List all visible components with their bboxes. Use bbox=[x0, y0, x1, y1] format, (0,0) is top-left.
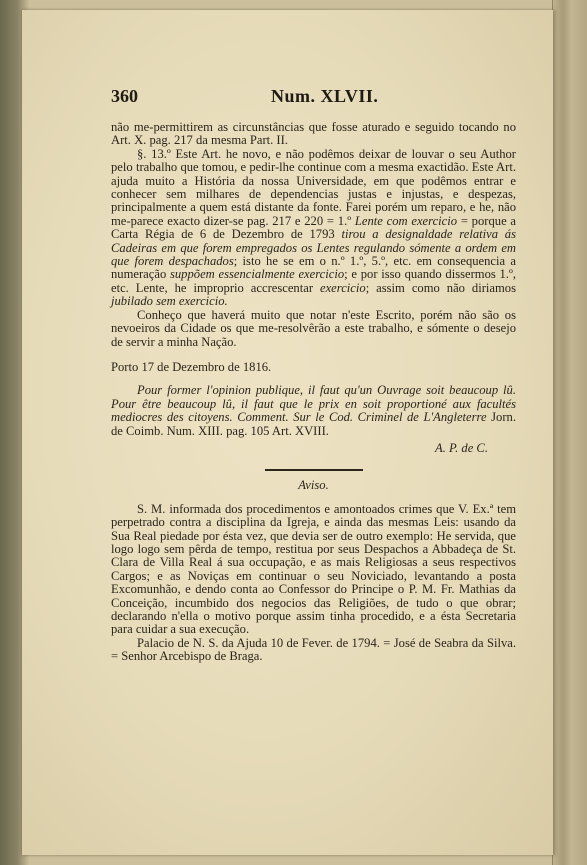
author-signature: A. P. de C. bbox=[435, 440, 488, 455]
next-page-edge bbox=[552, 0, 587, 865]
page-number: 360 bbox=[111, 86, 138, 106]
text-run: ; isto he se em o n.º 1.º, 5.º, etc. em consequencia a numeração bbox=[111, 254, 516, 282]
epigraph-quote bbox=[111, 384, 516, 438]
italic-run: exercicio bbox=[320, 280, 366, 295]
quote-text: Pour former l'opinion publique, il faut qu'un Ouvrage soit beaucoup lû. Pour être beaucoup lû, il faut que le prix en soit proportioné aux facultés mediocres des citoyens. Comment. Sur le Cod. Criminel de L'Angleterre bbox=[111, 383, 516, 425]
italic-run: Lente com exercicio bbox=[354, 213, 458, 228]
page-header bbox=[111, 86, 517, 108]
quote-source: Jorn. de Coimb. Num. XIII. pag. 105 Art. XVIII. bbox=[111, 410, 516, 438]
italic-run: suppõem essencialmente exercicio bbox=[169, 267, 345, 282]
running-title: Num. XLVII. bbox=[271, 86, 379, 106]
aviso-body: S. M. informada dos procedimentos e amontoados crimes que V. Ex.ª tem perpetrado contra a disciplina da Igreja, e ainda das mesmas Leis: usando da Sua Real piedade por ésta vez, que devia ser de outro exemplo: He servida, que logo logo sem pêrda de tempo, restitua por seus Despachos a Abbadeça de St. Clara de Villa Real á sua occupação, e as mais Religiosas a seus respectivos Cargos; e as Noviças em continuar o seu Noviciado, levantando a posta Excomunhão, e dendo conta ao Confessor do Principe o P. M. Fr. Mathias da Conceição, incumbido dos negocios das Religiões, de tudo o que obrar; declarando n'ella o motivo porque assim tinha procedido, e a ésta Secretaria para cuidar a sua execução. bbox=[111, 501, 516, 637]
text-run: ; assim como não diriamos bbox=[365, 280, 517, 295]
date-line: Porto 17 de Dezembro de 1816. bbox=[111, 359, 272, 374]
section-divider bbox=[265, 469, 363, 471]
paragraph-continuation: não me-permittirem as circunstâncias que fosse aturado e seguido tocando no Art. X. pag. 217 da mesma Part. II. bbox=[111, 120, 516, 148]
paragraph-conclusion: Conheço que haverá muito que notar n'este Escrito, porém não são os nevoeiros da Cidade os que me-resolvêrão a este trabalho, e sómente o desejo de servir a minha Nação. bbox=[111, 307, 516, 349]
text-run: §. 13.º Este Art. he novo, e não podêmos deixar de louvar o seu Author pelo trabalho que tomou, e pedir-lhe continue com a mesma exactidão. Este Art. ajuda muito a História da nossa Universidade, em que podêmos entrar e conhecer sem milhares de dependencias justas e injustas, e despezas, principalmente a quem está distante da fonte. Farei porém um reparo, e he, não me-parece exacto dizer-se pag. 217 e 220 = 1.º bbox=[111, 146, 516, 228]
italic-run: tirou a designaldade relativa ás Cadeiras em que forem empregados os Lentes regulando sómente a ordem em que forem despachados bbox=[111, 227, 516, 269]
aviso-heading: Aviso. bbox=[298, 478, 329, 493]
aviso-closing: Palacio de N. S. da Ajuda 10 de Fever. de 1794. = José de Seabra da Silva. = Senhor Arcebispo de Braga. bbox=[111, 635, 516, 664]
italic-run: jubilado sem exercicio. bbox=[111, 294, 228, 309]
page-body bbox=[111, 121, 516, 664]
text-run: = porque a Carta Régia de 6 de Dezembro de 1793 bbox=[111, 213, 517, 242]
paragraph-section-13 bbox=[111, 148, 516, 309]
text-run: ; e por isso quando dissermos 1.º, etc. Lente, he improprio accrescentar bbox=[111, 267, 517, 295]
